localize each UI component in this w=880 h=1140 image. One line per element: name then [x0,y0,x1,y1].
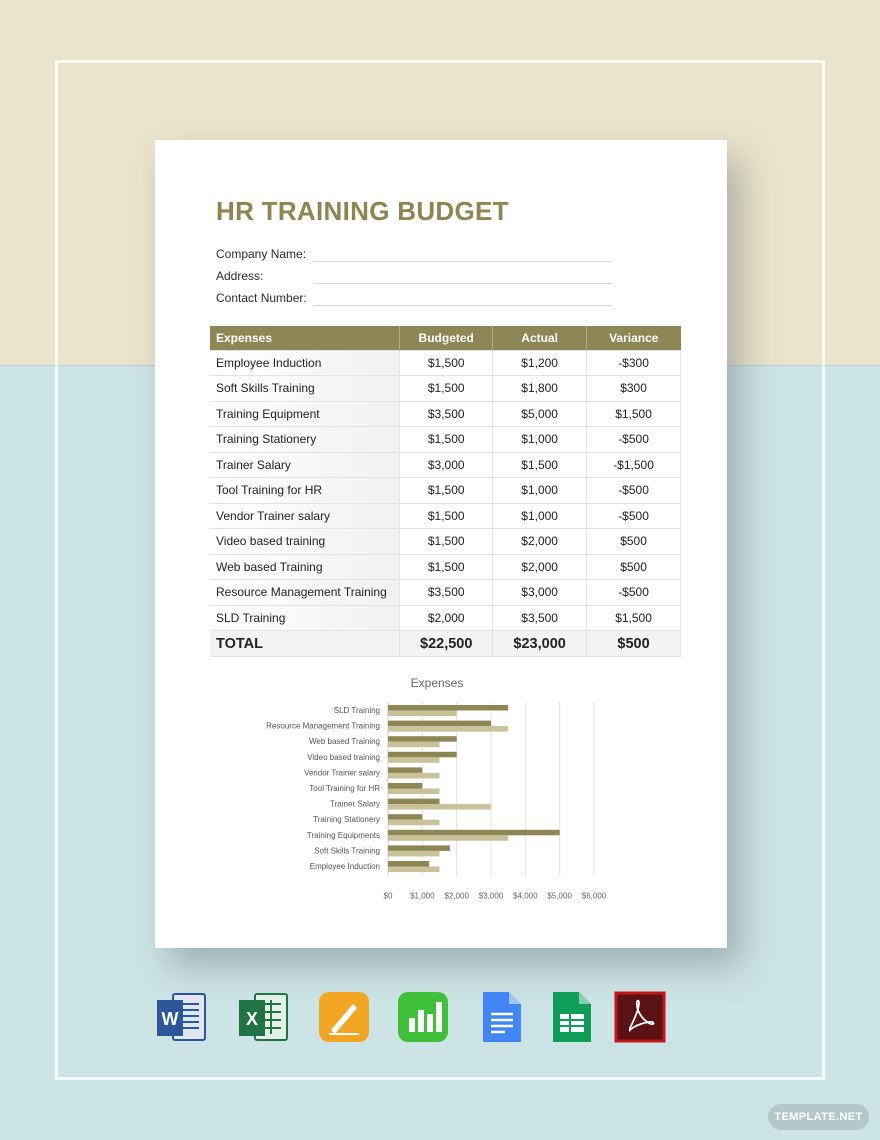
bar-budgeted [388,851,440,857]
x-tick-label: $0 [383,891,393,901]
numbers-icon[interactable] [396,990,450,1044]
actual-value: $3,000 [493,580,587,606]
app-icons-row [0,990,880,1050]
category-label: Trainer Salary [330,799,380,809]
contact-number-line [313,305,613,306]
actual-value: $3,500 [493,605,587,631]
total-label: TOTAL [210,631,400,657]
budgeted-value: $3,000 [400,452,493,478]
x-tick-label: $1,000 [410,891,435,901]
x-tick-label: $4,000 [513,891,538,901]
word-icon[interactable] [155,990,209,1044]
bar-actual [388,845,450,851]
bar-actual [388,705,508,711]
google-docs-icon[interactable] [475,990,529,1044]
bar-budgeted [388,835,508,841]
variance-value: -$500 [587,478,681,504]
variance-value: $1,500 [587,605,681,631]
bar-actual [388,830,560,836]
actual-value: $1,000 [493,478,587,504]
total-variance-value: $500 [587,631,681,657]
expenses-chart [155,668,727,908]
pages-icon[interactable] [317,990,371,1044]
table-row [210,503,681,529]
table-row [210,478,681,504]
variance-value: -$1,500 [587,452,681,478]
total-row [210,631,681,657]
x-tick-label: $3,000 [478,891,504,901]
excel-icon[interactable] [237,990,291,1044]
table-row [210,605,681,631]
bar-actual [388,721,491,727]
total-budgeted-value: $22,500 [400,631,493,657]
variance-value: -$500 [587,427,681,453]
variance-value: -$300 [587,350,681,376]
category-label: SLD Training [333,706,380,715]
x-tick-label: $6,000 [581,891,607,901]
x-tick-label: $5,000 [547,891,572,901]
expense-name: Vendor Trainer salary [210,503,400,529]
category-label: Web based Training [308,737,380,747]
actual-value: $1,000 [493,503,587,529]
bar-budgeted [388,711,457,717]
budget-table [210,326,681,657]
expense-name: Trainer Salary [210,452,400,478]
address-label: Address: [216,269,264,283]
header-budgeted: Budgeted [400,326,493,350]
category-label: Resource Management Training [266,721,380,731]
budgeted-value: $3,500 [400,401,493,427]
expense-name: Training Equipment [210,401,400,427]
bar-actual [388,736,457,742]
watermark-badge: TEMPLATE.NET [768,1104,869,1130]
header-actual: Actual [493,326,587,350]
expense-name: SLD Training [210,605,400,631]
category-label: Soft Skills Training [314,846,380,856]
bar-budgeted [388,726,508,732]
svg-text:X: X [245,1009,259,1029]
header-variance: Variance [587,326,681,350]
category-label: Video based training [307,752,380,762]
contact-number-label: Contact Number: [216,291,307,305]
variance-value: $1,500 [587,401,681,427]
budgeted-value: $1,500 [400,350,493,376]
budgeted-value: $1,500 [400,478,493,504]
x-tick-label: $2,000 [444,891,469,901]
bar-budgeted [388,804,491,810]
expense-name: Video based training [210,529,400,555]
table-row [210,401,681,427]
variance-value: -$500 [587,503,681,529]
budgeted-value: $3,500 [400,580,493,606]
table-row [210,580,681,606]
variance-value: $500 [587,554,681,580]
bar-actual [388,814,422,820]
chart-title: Expenses [410,676,464,690]
bar-budgeted [388,789,440,795]
budgeted-value: $1,500 [400,529,493,555]
actual-value: $1,800 [493,376,587,402]
budgeted-value: $2,000 [400,605,493,631]
actual-value: $2,000 [493,529,587,555]
header-expenses: Expenses [210,326,400,350]
expense-name: Resource Management Training [210,580,400,606]
actual-value: $1,000 [493,427,587,453]
company-name-line [313,261,613,262]
total-actual-value: $23,000 [493,631,587,657]
actual-value: $5,000 [493,401,587,427]
category-label: Training Equipments [306,830,380,840]
bar-budgeted [388,820,440,826]
category-label: Training Stationery [313,815,380,825]
expense-name: Soft Skills Training [210,376,400,402]
bar-actual [388,752,457,758]
document-page [155,140,727,948]
table-row [210,376,681,402]
bar-actual [388,783,422,789]
actual-value: $1,500 [493,452,587,478]
table-row [210,529,681,555]
expense-name: Training Stationery [210,427,400,453]
variance-value: $300 [587,376,681,402]
table-row [210,452,681,478]
category-label: Employee Induction [309,862,380,871]
bar-actual [388,861,429,867]
table-row [210,350,681,376]
budgeted-value: $1,500 [400,376,493,402]
address-line [313,283,613,284]
document-title: HR TRAINING BUDGET [216,196,509,226]
category-label: Tool Training for HR [309,784,380,793]
table-row [210,554,681,580]
pdf-icon[interactable] [613,990,667,1044]
bar-actual [388,799,440,805]
budgeted-value: $1,500 [400,427,493,453]
budgeted-value: $1,500 [400,503,493,529]
bar-budgeted [388,757,440,763]
category-label: Vendor Trainer salary [303,768,380,778]
google-sheets-icon[interactable] [545,990,599,1044]
table-row [210,427,681,453]
svg-text:W: W [161,1009,179,1029]
company-name-label: Company Name: [216,247,307,261]
actual-value: $2,000 [493,554,587,580]
table-header-row [210,326,681,350]
bar-budgeted [388,773,440,779]
variance-value: -$500 [587,580,681,606]
variance-value: $500 [587,529,681,555]
bar-budgeted [388,867,440,873]
budgeted-value: $1,500 [400,554,493,580]
expense-name: Tool Training for HR [210,478,400,504]
expense-name: Employee Induction [210,350,400,376]
actual-value: $1,200 [493,350,587,376]
expense-name: Web based Training [210,554,400,580]
bar-actual [388,767,422,773]
bar-budgeted [388,742,440,748]
